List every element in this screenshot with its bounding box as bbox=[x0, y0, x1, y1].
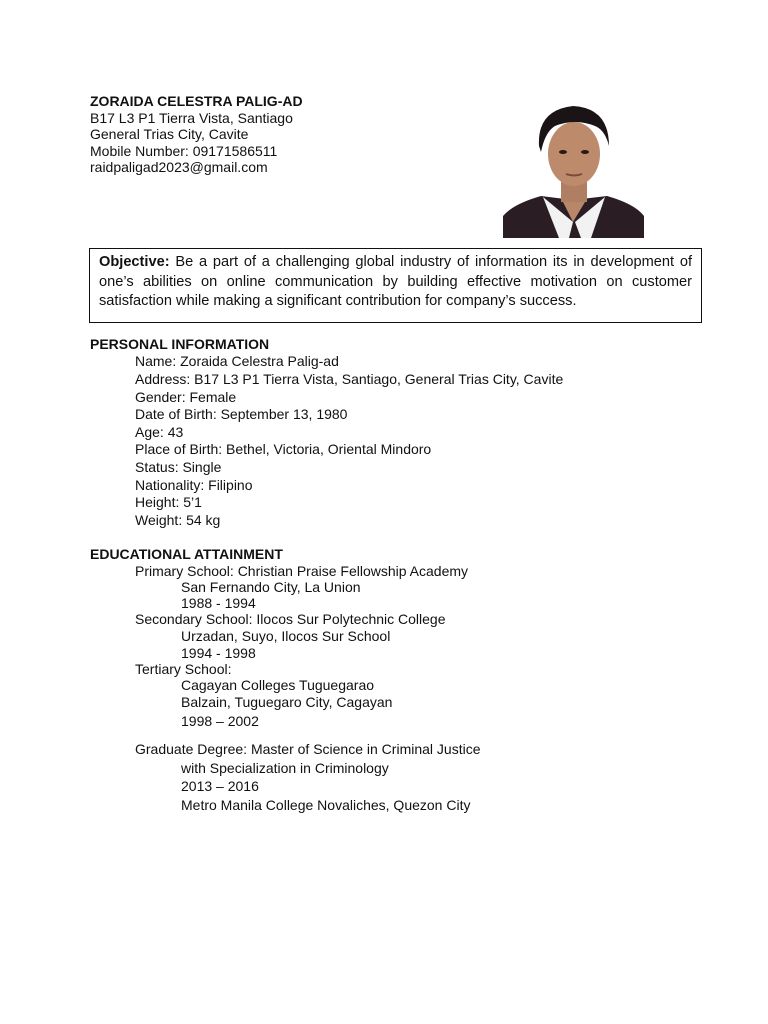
graduate-school: Metro Manila College Novaliches, Quezon City bbox=[181, 797, 471, 813]
personal-dob: Date of Birth: September 13, 1980 bbox=[135, 406, 348, 422]
tertiary-location: Balzain, Tuguegaro City, Cagayan bbox=[181, 694, 393, 710]
secondary-school: Secondary School: Ilocos Sur Polytechnic College bbox=[135, 611, 446, 627]
personal-age: Age: 43 bbox=[135, 424, 184, 440]
personal-address: Address: B17 L3 P1 Tierra Vista, Santiago, General Trias City, Cavite bbox=[135, 371, 564, 387]
personal-gender: Gender: Female bbox=[135, 389, 237, 405]
personal-status: Status: Single bbox=[135, 459, 222, 475]
secondary-years: 1994 - 1998 bbox=[181, 645, 256, 661]
graduate-specialization: with Specialization in Criminology bbox=[181, 760, 389, 776]
profile-photo bbox=[503, 96, 644, 238]
tertiary-school: Cagayan Colleges Tuguegarao bbox=[181, 677, 375, 693]
education-heading: EDUCATIONAL ATTAINMENT bbox=[90, 546, 283, 562]
primary-location: San Fernando City, La Union bbox=[181, 579, 361, 595]
email-address: raidpaligad2023@gmail.com bbox=[90, 159, 268, 175]
objective-label: Objective: bbox=[99, 254, 170, 270]
primary-years: 1988 - 1994 bbox=[181, 595, 256, 611]
address-line-1: B17 L3 P1 Tierra Vista, Santiago bbox=[90, 109, 293, 126]
personal-nationality: Nationality: Filipino bbox=[135, 477, 253, 493]
personal-name: Name: Zoraida Celestra Palig-ad bbox=[135, 353, 339, 369]
personal-info-heading: PERSONAL INFORMATION bbox=[90, 336, 270, 352]
graduate-years: 2013 – 2016 bbox=[181, 778, 259, 794]
primary-school: Primary School: Christian Praise Fellowship Academy bbox=[135, 563, 469, 579]
objective-box bbox=[89, 248, 702, 323]
personal-weight: Weight: 54 kg bbox=[135, 512, 221, 528]
personal-birthplace: Place of Birth: Bethel, Victoria, Oriental Mindoro bbox=[135, 441, 432, 457]
address-line-2: General Trias City, Cavite bbox=[90, 126, 249, 142]
tertiary-school-label: Tertiary School: bbox=[135, 661, 232, 677]
contact-header bbox=[90, 93, 303, 176]
applicant-name: ZORAIDA CELESTRA PALIG-AD bbox=[90, 93, 303, 109]
tertiary-years: 1998 – 2002 bbox=[181, 713, 259, 729]
objective-text: Be a part of a challenging global industry of information its in development of one’s abilities on online communication by building effective motivation on customer satisfaction while making a significant contribution for company’s success. bbox=[99, 254, 692, 309]
graduate-degree: Graduate Degree: Master of Science in Criminal Justice bbox=[135, 741, 481, 757]
secondary-location: Urzadan, Suyo, Ilocos Sur School bbox=[181, 628, 391, 644]
mobile-number: Mobile Number: 09171586511 bbox=[90, 142, 278, 159]
personal-height: Height: 5’1 bbox=[135, 494, 202, 510]
